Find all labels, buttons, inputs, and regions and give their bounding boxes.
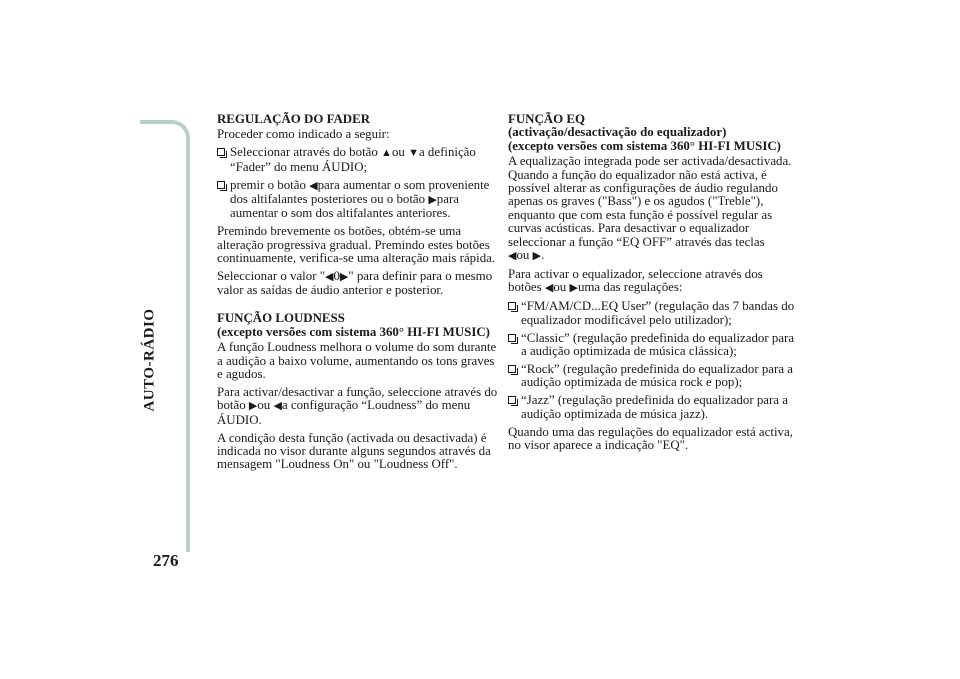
list-item: Seleccionar através do botão ▲ou ▼a definição “Fader” do menu ÁUDIO; bbox=[217, 146, 502, 174]
arrow-left-icon: ◀ bbox=[544, 282, 554, 295]
checkbox-bullet-icon bbox=[508, 365, 516, 373]
page-number: 276 bbox=[153, 551, 179, 570]
eq-subheading: (activação/desactivação do equalizador) bbox=[508, 125, 727, 140]
loudness-paragraph: A função Loudness melhora o volume do som durante a audição a baixo volume, aumentando os tons graves e agudos. bbox=[217, 340, 497, 381]
arrow-right-icon: ▶ bbox=[532, 250, 542, 263]
section-label: AUTO-RÁDIO bbox=[141, 308, 158, 412]
list-item: “FM/AM/CD...EQ User” (regulação das 7 bandas do equalizador modificável pelo utilizador); bbox=[508, 300, 798, 327]
arrow-left-icon: ◀ bbox=[324, 271, 334, 284]
loudness-paragraph: A condição desta função (activada ou desactivada) é indicada no visor durante alguns segundos através da mensagem "Loudness On" ou "Loudness Off". bbox=[217, 430, 491, 472]
loudness-subheading: (excepto versões com sistema 360° HI-FI MUSIC) bbox=[217, 324, 490, 339]
arrow-down-icon: ▼ bbox=[408, 147, 419, 160]
eq-paragraph: Para activar o equalizador, seleccione através dos botões ◀ou ▶uma das regulações: bbox=[508, 266, 763, 295]
checkbox-bullet-icon bbox=[508, 302, 516, 310]
eq-paragraph: A equalização integrada pode ser activada/desactivada. Quando a função do equalizador não está activa, é possível alterar as configurações de áudio regulando apenas os graves ("Bass") e os agudos ("Treble"), enquanto que com esta função é possível regular as curvas acústicas. Para desactivar o equalizador seleccionar a função “EQ OFF” através das teclas ◀ou ▶. bbox=[508, 154, 792, 263]
arrow-left-icon: ◀ bbox=[273, 400, 282, 413]
arrow-up-icon: ▲ bbox=[381, 147, 392, 160]
right-column bbox=[508, 113, 798, 457]
fader-intro: Proceder como indicado a seguir: bbox=[217, 127, 390, 142]
arrow-right-icon: ▶ bbox=[248, 400, 258, 413]
list-item: “Classic” (regulação predefinida do equalizador para a audição optimizada de música clássica); bbox=[508, 332, 798, 359]
checkbox-bullet-icon bbox=[217, 181, 225, 189]
fader-paragraph: Seleccionar o valor "◀0▶" para definir para o mesmo valor as saídas de áudio anterior e posterior. bbox=[217, 269, 493, 298]
arrow-left-icon: ◀ bbox=[508, 250, 517, 263]
loudness-heading: FUNÇÃO LOUDNESS bbox=[217, 311, 345, 326]
arrow-right-icon: ▶ bbox=[569, 282, 578, 295]
eq-subheading: (excepto versões com sistema 360° HI-FI MUSIC) bbox=[508, 138, 781, 153]
fader-heading: REGULAÇÃO DO FADER bbox=[217, 112, 371, 126]
checkbox-bullet-icon bbox=[508, 396, 516, 404]
loudness-paragraph: Para activar/desactivar a função, seleccione através do botão ▶ou ◀a configuração “Loudness” do menu ÁUDIO. bbox=[217, 384, 498, 427]
arrow-right-icon: ▶ bbox=[339, 271, 349, 284]
arrow-right-icon: ▶ bbox=[428, 194, 437, 207]
list-item: “Rock” (regulação predefinida do equalizador para a audição optimizada de música rock e pop); bbox=[508, 363, 798, 390]
eq-heading: FUNÇÃO EQ bbox=[508, 112, 585, 126]
arrow-left-icon: ◀ bbox=[309, 179, 318, 192]
checkbox-bullet-icon bbox=[217, 148, 225, 156]
eq-paragraph: Quando uma das regulações do equalizador está activa, no visor aparece a indicação "EQ". bbox=[508, 424, 793, 452]
list-item: premir o botão ◀para aumentar o som proveniente dos altifalantes posteriores ou o botão ▶para aumentar o som dos altifalantes anteriores. bbox=[217, 179, 502, 221]
left-column bbox=[217, 113, 502, 476]
checkbox-bullet-icon bbox=[508, 334, 516, 342]
list-item: “Jazz” (regulação predefinida do equalizador para a audição optimizada de música jazz). bbox=[508, 394, 798, 421]
fader-paragraph: Premindo brevemente os botões, obtém-se uma alteração progressiva gradual. Premindo estes botões continuamente, verifica-se uma alteração mais rápida. bbox=[217, 224, 496, 266]
